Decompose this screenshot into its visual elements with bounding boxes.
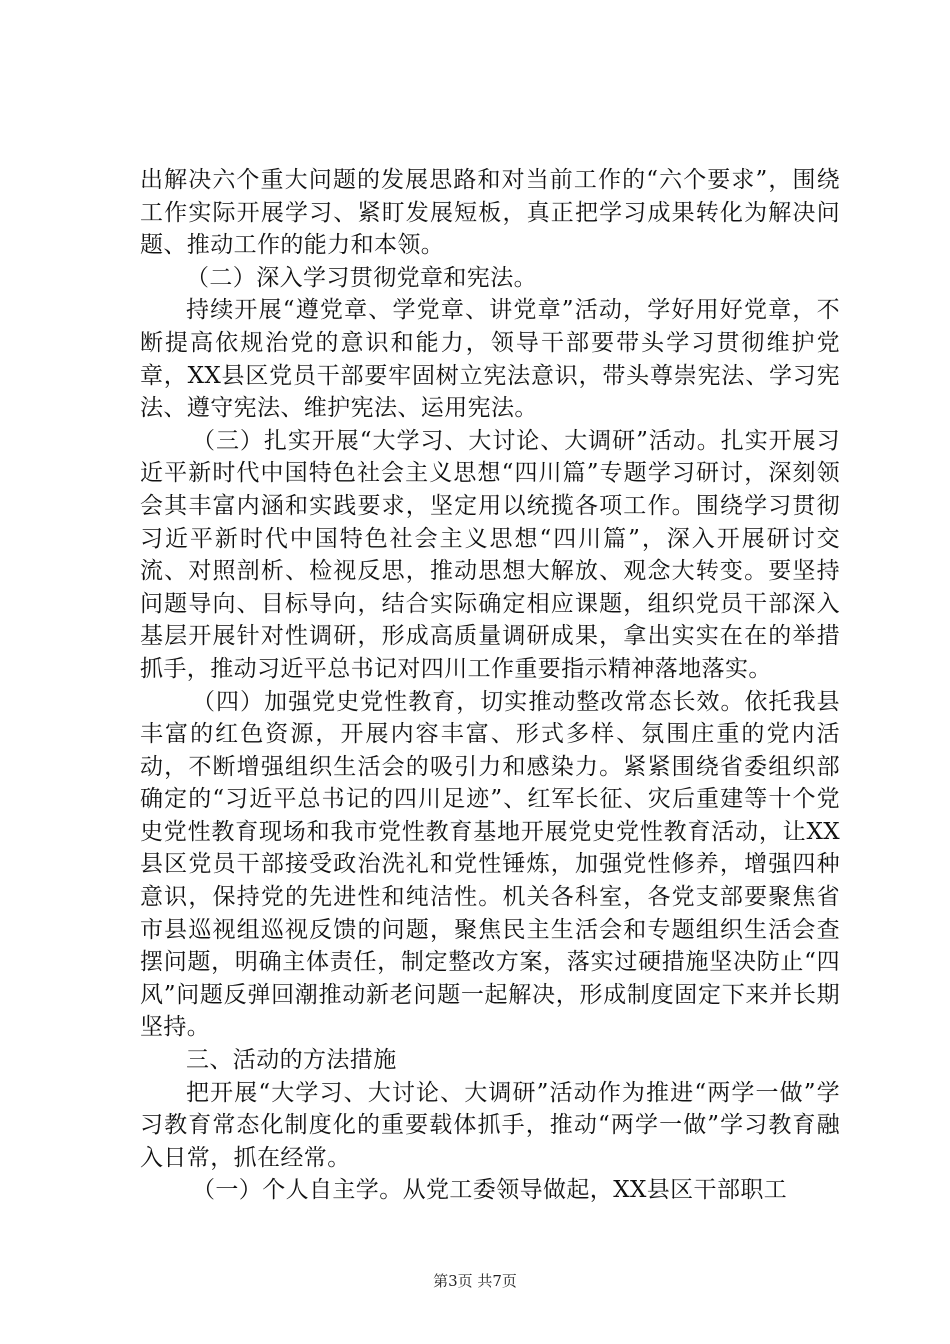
- section-heading-2: （二）深入学习贯彻党章和宪法。: [186, 264, 537, 291]
- paragraph-party-constitution: 持续开展“遵党章、学党章、讲党章”活动，学好用好党章，不断提高依规治党的意识和能力，领导干部要带头学习贯彻维护党章，XX县区党员干部要牢固树立宪法意识，带头尊崇宪法、学习宪法、遵守宪法、维护宪法、运用宪法。: [140, 297, 840, 422]
- page-footer: 第3页 共7页: [433, 1272, 517, 1290]
- paragraph-section-4: （四）加强党史党性教育，切实推动整改常态长效。依托我县丰富的红色资源，开展内容丰富、形式多样、氛围庄重的党内活动，不断增强组织生活会的吸引力和感染力。紧紧围绕省委组织部确定的“习近平总书记的四川足迹”、红军长征、灾后重建等十个党史党性教育现场和我市党性教育基地开展党史党性教育活动，让XX县区党员干部接受政治洗礼和党性锤炼，加强党性修养，增强四种意识，保持党的先进性和纯洁性。机关各科室，各党支部要聚焦省市县巡视组巡视反馈的问题，聚焦民主生活会和专题组织生活会查摆问题，明确主体责任，制定整改方案，落实过硬措施坚决防止“四风”问题反弹回潮推动新老问题一起解决，形成制度固定下来并长期坚持。: [140, 688, 840, 1041]
- paragraph-section-3: （三）扎实开展“大学习、大讨论、大调研”活动。扎实开展习近平新时代中国特色社会主义思想“四川篇”专题学习研讨，深刻领会其丰富内涵和实践要求，坚定用以统揽各项工作。围绕学习贯彻习近平新时代中国特色社会主义思想“四川篇”，深入开展研讨交流、对照剖析、检视反思，推动思想大解放、观念大转变。要坚持问题导向、目标导向，结合实际确定相应课题，组织党员干部深入基层开展针对性调研，形成高质量调研成果，拿出实实在在的举措抓手，推动习近平总书记对四川工作重要指示精神落地落实。: [140, 427, 840, 682]
- paragraph-continued: 出解决六个重大问题的发展思路和对当前工作的“六个要求”，围绕工作实际开展学习、紧盯发展短板，真正把学习成果转化为解决问题、推动工作的能力和本领。: [140, 167, 840, 259]
- document-body: [140, 164, 840, 1207]
- section-heading-methods: 三、活动的方法措施: [186, 1047, 397, 1074]
- paragraph-methods-intro: 把开展“大学习、大讨论、大调研”活动作为推进“两学一做”学习教育常态化制度化的重要载体抓手，推动“两学一做”学习教育融入日常，抓在经常。: [140, 1079, 840, 1171]
- paragraph-self-study: （一）个人自主学。从党工委领导做起，XX县区干部职工: [192, 1177, 788, 1204]
